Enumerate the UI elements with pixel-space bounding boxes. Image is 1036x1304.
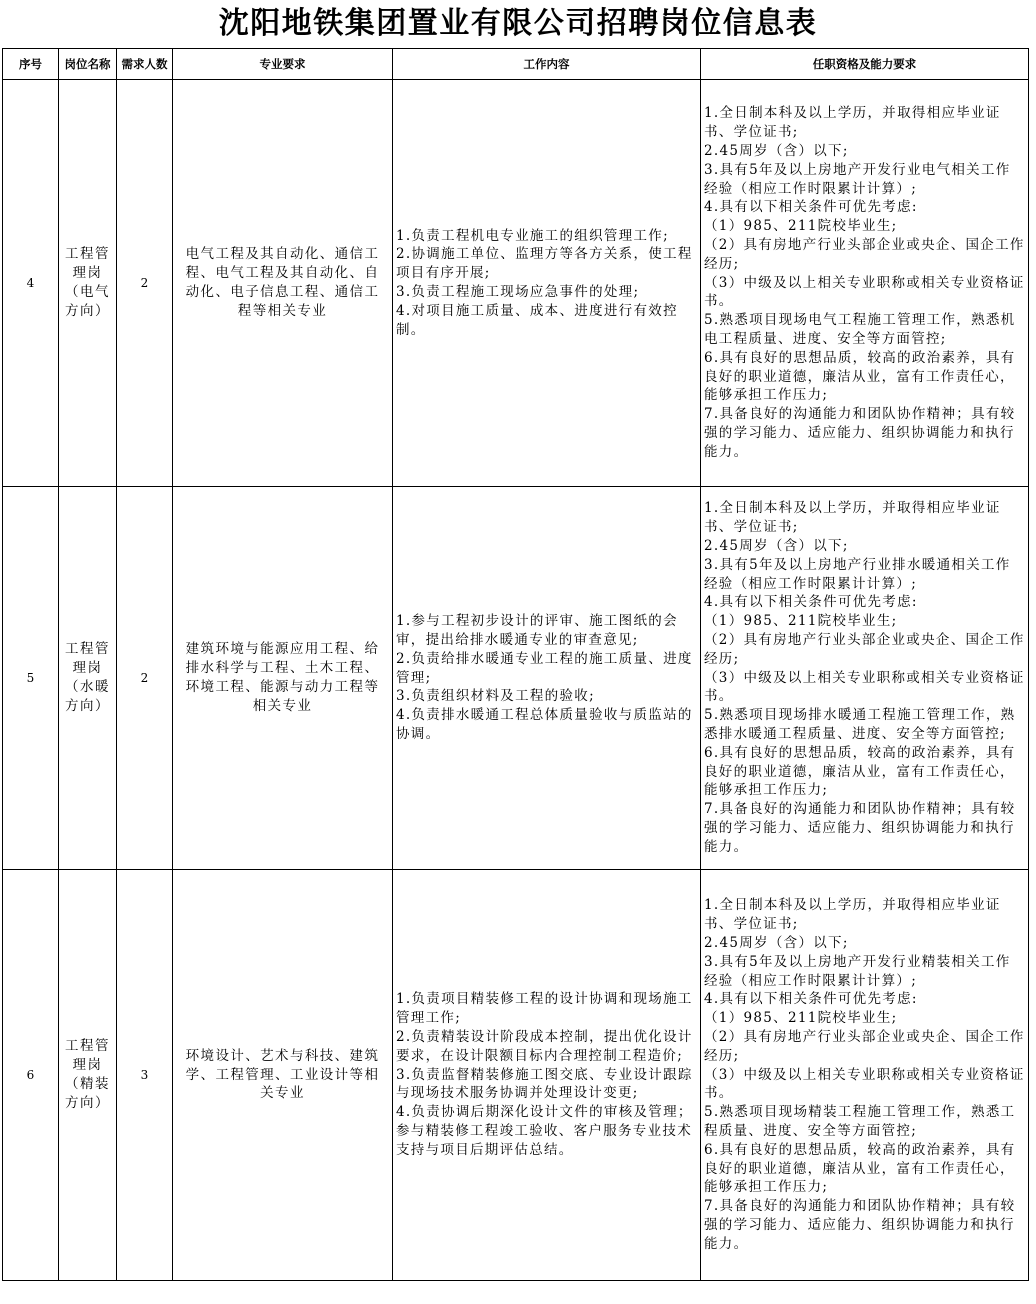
qualification-item: 7.具备良好的沟通能力和团队协作精神；具有较强的学习能力、适应能力、组织协调能力和执行能力。	[704, 801, 1016, 855]
position-name: 工程管理岗（水暖方向）	[59, 487, 117, 870]
qualification-item: （2）具有房地产行业头部企业或央企、国企工作经历;	[704, 1029, 1025, 1064]
qualification-item: 3.具有5年及以上房地产开发行业电气相关工作经验（相应工作时限累计计算）;	[704, 161, 1011, 197]
qualification-item: 5.熟悉项目现场精装工程施工管理工作，熟悉工程质量、进度、安全等方面管控;	[704, 1104, 1016, 1139]
qualification-item: 4.具有以下相关条件可优先考虑:	[704, 594, 918, 611]
qualification-item: （1）985、211院校毕业生;	[704, 218, 898, 235]
duty-item: 2.负责精装设计阶段成本控制，提出优化设计要求，在设计限额目标内合理控制工程造价;	[396, 1029, 693, 1064]
duty-item: 4.对项目施工质量、成本、进度进行有效控制。	[396, 302, 678, 338]
qualification-item: （3）中级及以上相关专业职称或相关专业资格证书。	[704, 274, 1025, 310]
major-requirements: 电气工程及其自动化、通信工程、电气工程及其自动化、自动化、电子信息工程、通信工程等相关专业	[173, 80, 393, 487]
header-position: 岗位名称	[59, 49, 117, 80]
major-requirements: 环境设计、艺术与科技、建筑学、工程管理、工业设计等相关专业	[173, 870, 393, 1281]
duty-item: 3.负责工程施工现场应急事件的处理;	[396, 284, 640, 300]
row-index: 5	[3, 487, 59, 870]
qualification-item: 1.全日制本科及以上学历，并取得相应毕业证书、学位证书;	[704, 897, 1001, 933]
qualification-item: （3）中级及以上相关专业职称或相关专业资格证书。	[704, 1066, 1025, 1102]
qualification-item: 3.具有5年及以上房地产行业排水暖通相关工作经验（相应工作时限累计计算）;	[704, 556, 1011, 592]
duty-item: 1.负责项目精装修工程的设计协调和现场施工管理工作;	[396, 991, 693, 1027]
job-duties	[393, 487, 701, 870]
headcount: 3	[117, 870, 173, 1281]
qualification-item: （3）中级及以上相关专业职称或相关专业资格证书。	[704, 669, 1025, 705]
table-row	[3, 487, 1029, 870]
qualification-item: （1）985、211院校毕业生;	[704, 1010, 898, 1027]
table-row	[3, 80, 1029, 487]
qualifications	[701, 870, 1029, 1281]
qualification-item: 6.具有良好的思想品质，较高的政治素养，具有良好的职业道德，廉洁从业，富有工作责任心，能够承担工作压力;	[704, 744, 1016, 799]
duty-item: 4.负责排水暖通工程总体质量验收与质监站的协调。	[396, 707, 693, 742]
duty-item: 3.负责监督精装修施工图交底、专业设计跟踪与现场技术服务协调并处理设计变更;	[396, 1066, 693, 1102]
qualification-item: 4.具有以下相关条件可优先考虑:	[704, 991, 918, 1008]
row-index: 4	[3, 80, 59, 487]
header-major: 专业要求	[173, 49, 393, 80]
qualification-item: 5.熟悉项目现场电气工程施工管理工作，熟悉机电工程质量、进度、安全等方面管控;	[704, 312, 1016, 347]
position-name: 工程管理岗（精装方向）	[59, 870, 117, 1281]
position-name: 工程管理岗（电气方向）	[59, 80, 117, 487]
headcount: 2	[117, 487, 173, 870]
qualification-item: 4.具有以下相关条件可优先考虑:	[704, 199, 918, 216]
qualifications	[701, 80, 1029, 487]
qualification-item: 2.45周岁（含）以下;	[704, 935, 849, 952]
header-duties: 工作内容	[393, 49, 701, 80]
header-headcount: 需求人数	[117, 49, 173, 80]
duty-item: 1.参与工程初步设计的评审、施工图纸的会审，提出给排水暖通专业的审查意见;	[396, 613, 678, 648]
recruitment-table	[2, 48, 1029, 1281]
qualification-item: （2）具有房地产行业头部企业或央企、国企工作经历;	[704, 632, 1025, 667]
headcount: 2	[117, 80, 173, 487]
duty-item: 2.负责给排水暖通专业工程的施工质量、进度管理;	[396, 650, 693, 686]
table-row	[3, 870, 1029, 1281]
qualification-item: 2.45周岁（含）以下;	[704, 143, 849, 160]
qualification-item: 6.具有良好的思想品质，较高的政治素养，具有良好的职业道德，廉洁从业，富有工作责任心，能够承担工作压力;	[704, 1141, 1016, 1196]
header-index: 序号	[3, 49, 59, 80]
duty-item: 1.负责工程机电专业施工的组织管理工作;	[396, 227, 669, 244]
qualification-item: 6.具有良好的思想品质，较高的政治素养，具有良好的职业道德，廉洁从业，富有工作责任心，能够承担工作压力;	[704, 349, 1016, 404]
document-title: 沈阳地铁集团置业有限公司招聘岗位信息表	[218, 6, 818, 41]
qualification-item: （1）985、211院校毕业生;	[704, 613, 898, 630]
table-header-row	[3, 49, 1029, 80]
duty-item: 4.负责协调后期深化设计文件的审核及管理；参与精装修工程竣工验收、客户服务专业技术支持与项目后期评估总结。	[396, 1104, 693, 1158]
qualifications	[701, 487, 1029, 870]
job-duties	[393, 870, 701, 1281]
qualification-item: 1.全日制本科及以上学历，并取得相应毕业证书、学位证书;	[704, 500, 1001, 536]
qualification-item: 7.具备良好的沟通能力和团队协作精神；具有较强的学习能力、适应能力、组织协调能力和执行能力。	[704, 1198, 1016, 1252]
duty-item: 3.负责组织材料及工程的验收;	[396, 688, 595, 705]
row-index: 6	[3, 870, 59, 1281]
qualification-item: 1.全日制本科及以上学历，并取得相应毕业证书、学位证书;	[704, 105, 1001, 141]
qualification-item: （2）具有房地产行业头部企业或央企、国企工作经历;	[704, 237, 1025, 272]
qualification-item: 7.具备良好的沟通能力和团队协作精神；具有较强的学习能力、适应能力、组织协调能力和执行能力。	[704, 406, 1016, 460]
qualification-item: 2.45周岁（含）以下;	[704, 538, 849, 555]
qualification-item: 5.熟悉项目现场排水暖通工程施工管理工作，熟悉排水暖通工程质量、进度、安全等方面管控;	[704, 707, 1016, 742]
major-requirements: 建筑环境与能源应用工程、给排水科学与工程、土木工程、环境工程、能源与动力工程等相关专业	[173, 487, 393, 870]
job-duties	[393, 80, 701, 487]
header-qualifications: 任职资格及能力要求	[701, 49, 1029, 80]
qualification-item: 3.具有5年及以上房地产开发行业精装相关工作经验（相应工作时限累计计算）;	[704, 953, 1011, 989]
duty-item: 2.协调施工单位、监理方等各方关系，使工程项目有序开展;	[396, 246, 693, 282]
